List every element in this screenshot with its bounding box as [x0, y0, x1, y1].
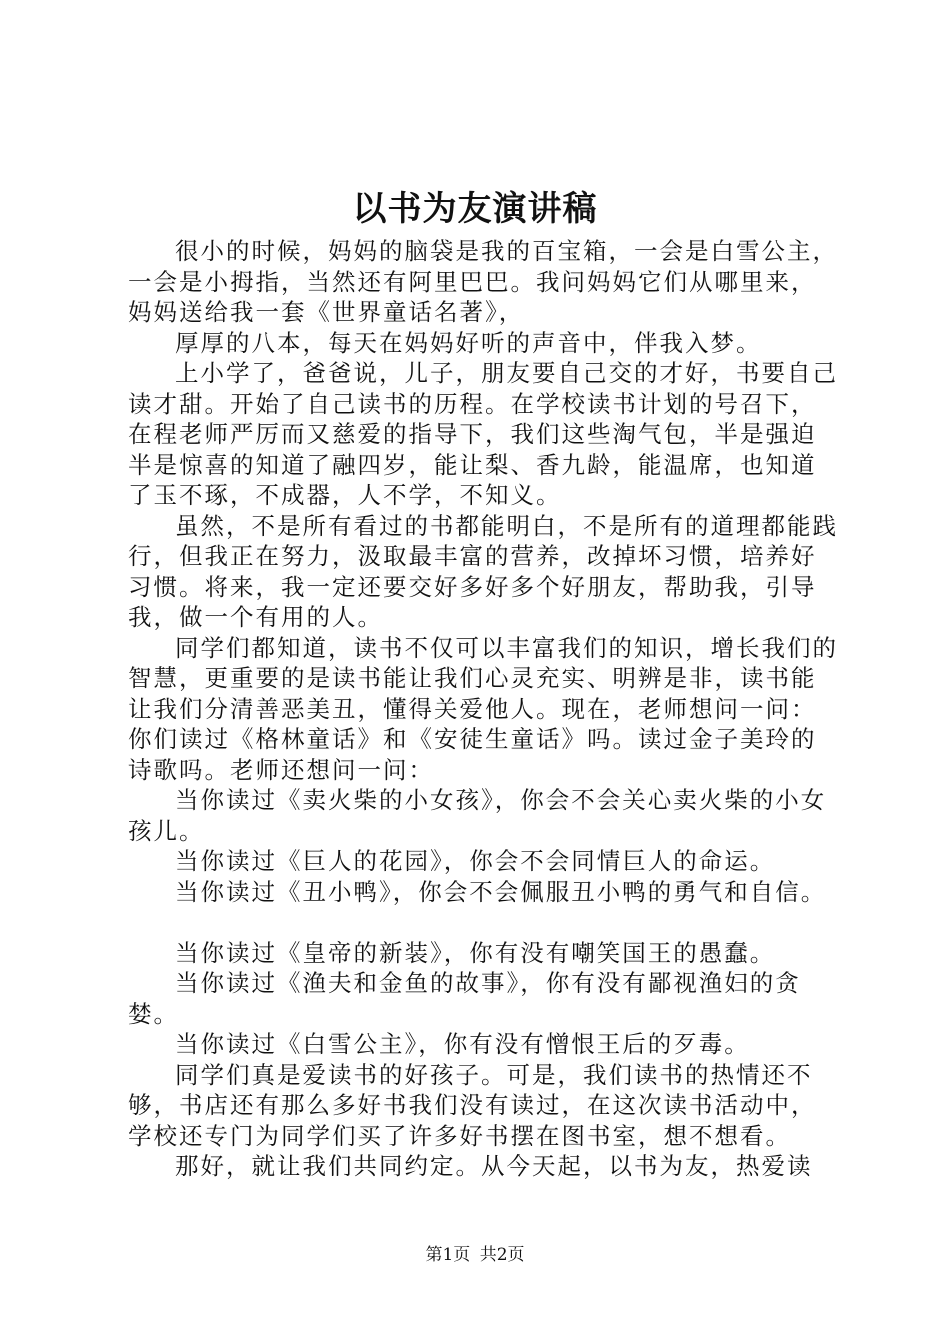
- paragraph-9: 当你读过《皇帝的新装》，你有没有嘲笑国王的愚蠢。: [175, 938, 776, 967]
- paragraph-11: 当你读过《白雪公主》，你有没有憎恨王后的歹毒。: [175, 1030, 750, 1058]
- paragraph-10: 当你读过《渔夫和金鱼的故事》，你有没有鄙视渔妇的贪婪。: [128, 969, 801, 1028]
- blank-line: [128, 907, 838, 938]
- paragraph-6: 当你读过《卖火柴的小女孩》，你会不会关心卖火柴的小女孩儿。: [128, 786, 827, 845]
- document-body: [128, 236, 838, 1182]
- paragraph-8: 当你读过《丑小鸭》，你会不会佩服丑小鸭的勇气和自信。: [175, 877, 827, 906]
- paragraph-4: 虽然，不是所有看过的书都能明白，不是所有的道理都能践行，但我正在努力，汲取最丰富的营养，改掉坏习惯，培养好习惯。将来，我一定还要交好多好多个好朋友，帮助我，引导我，做一个有用的人。: [128, 511, 838, 631]
- paragraph-12: 同学们真是爱读书的好孩子。可是，我们读书的热情还不够，书店还有那么多好书我们没有读过，在这次读书活动中，学校还专门为同学们买了许多好书摆在图书室，想不想看。: [128, 1060, 817, 1150]
- paragraph-1: 很小的时候，妈妈的脑袋是我的百宝箱，一会是白雪公主，一会是小拇指，当然还有阿里巴巴。我问妈妈它们从哪里来，妈妈送给我一套《世界童话名著》，: [128, 237, 838, 326]
- page-number-footer: 第1页 共2页: [425, 1245, 525, 1265]
- paragraph-7: 当你读过《巨人的花园》，你会不会同情巨人的命运。: [175, 847, 776, 875]
- paragraph-3: 上小学了，爸爸说，儿子，朋友要自己交的才好，书要自己读才甜。开始了自己读书的历程。在学校读书计划的号召下，在程老师严厉而又慈爱的指导下，我们这些淘气包，半是强迫半是惊喜的知道了融四岁，能让梨、香九龄，能温席，也知道了玉不琢，不成器，人不学，不知义。: [128, 359, 838, 509]
- document-title: 以书为友演讲稿: [352, 189, 598, 229]
- paragraph-13: 那好，就让我们共同约定。从今天起，以书为友，热爱读: [175, 1152, 813, 1180]
- paragraph-2: 厚厚的八本，每天在妈妈好听的声音中，伴我入梦。: [175, 328, 762, 357]
- paragraph-5: 同学们都知道，读书不仅可以丰富我们的知识，增长我们的智慧，更重要的是读书能让我们心灵充实、明辨是非，读书能让我们分清善恶美丑，懂得关爱他人。现在，老师想问一问：你们读过《格林童话》和《安徒生童话》吗。读过金子美玲的诗歌吗。老师还想问一问：: [128, 633, 838, 784]
